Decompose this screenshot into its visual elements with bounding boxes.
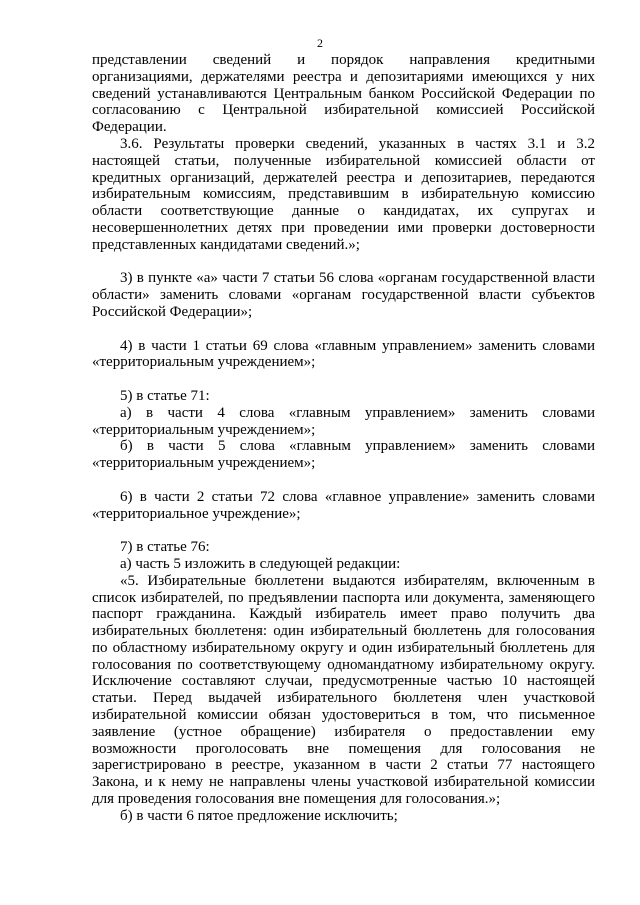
text-line: 6) в части 2 статьи 72 слова «главное управление» заменить словами: [120, 488, 595, 505]
paragraph-spacer: [92, 371, 595, 388]
text-line: представленных кандидатами сведений.»;: [92, 236, 360, 253]
text-line: 3.6. Результаты проверки сведений, указанных в частях 3.1 и 3.2: [120, 135, 595, 152]
text-line: а) часть 5 изложить в следующей редакции:: [120, 555, 401, 572]
text-line: сведений устанавливаются Центральным банком Российской Федерации по: [92, 85, 595, 102]
text-line: «территориальным учреждением»;: [92, 455, 316, 472]
paragraph-spacer: [92, 472, 595, 489]
text-line: избирательных бюллетеня: один избирательный бюллетень для голосования: [92, 623, 595, 640]
text-line: 7) в статье 76:: [120, 539, 210, 556]
paragraph-spacer: [92, 522, 595, 539]
text-line: возможности проголосовать вне помещения для голосования не: [92, 740, 595, 757]
text-line: области соответствующие данные о кандидатах, их супругах и: [92, 203, 595, 220]
text-line: области» заменить словами «органам государственной власти субъектов: [92, 287, 595, 304]
text-line: согласованию с Центральной избирательной комиссией Российской: [92, 102, 595, 119]
text-line: «5. Избирательные бюллетени выдаются избирателям, включенным в: [120, 572, 595, 589]
text-line: заявление (устное обращение) избирателя о предоставлении ему: [92, 723, 595, 740]
text-line: «территориальным учреждением»;: [92, 421, 316, 438]
text-line: настоящей статьи, полученные избирательной комиссией области от: [92, 152, 595, 169]
text-line: избирательным комиссиям, представившим в избирательную комиссию: [92, 186, 595, 203]
text-line: список избирателей, по предъявлении паспорта или документа, заменяющего: [92, 589, 595, 606]
text-line: Федерации.: [92, 119, 167, 136]
paragraph-spacer: [92, 254, 595, 271]
text-line: а) в части 4 слова «главным управлением» заменить словами: [120, 404, 595, 421]
text-line: «территориальное учреждение»;: [92, 505, 301, 522]
text-line: кредитных организаций, держателей реестра и депозитариев, передаются: [92, 169, 595, 186]
text-line: Закона, и к нему не направлены члены участковой избирательной комиссии: [92, 774, 595, 791]
text-line: голосования по соответствующему одномандатному избирательному округу.: [92, 656, 595, 673]
text-line: для проведения голосования вне помещения для голосования.»;: [92, 791, 501, 808]
text-line: 5) в статье 71:: [120, 387, 210, 404]
text-line: представлении сведений и порядок направления кредитными: [92, 52, 595, 68]
text-line: Исключение составляют случаи, предусмотренные частью 10 настоящей: [92, 673, 595, 690]
text-line: избирательной комиссии обязан удостовериться в том, что письменное: [92, 707, 595, 724]
document-body: [92, 52, 595, 825]
page-number: 2: [317, 36, 323, 50]
text-line: зарегистрировано в реестре, указанном в части 2 статьи 77 настоящего: [92, 757, 595, 774]
text-line: «территориальным учреждением»;: [92, 354, 316, 371]
text-line: Российской Федерации»;: [92, 303, 253, 320]
text-line: статьи. Перед выдачей избирательного бюллетеня член участковой: [92, 690, 595, 707]
text-line: несовершеннолетних детях при проведении ими проверки достоверности: [92, 219, 595, 236]
text-line: 3) в пункте «а» части 7 статьи 56 слова «органам государственной власти: [120, 270, 595, 287]
text-line: по областному избирательному округу и один избирательный бюллетень для: [92, 639, 595, 656]
paragraph-spacer: [92, 321, 595, 338]
text-line: паспорт гражданина. Каждый избиратель имеет право получить два: [92, 606, 595, 623]
text-line: организациями, держателями реестра и депозитариями имеющихся у них: [92, 68, 595, 85]
text-line: б) в части 6 пятое предложение исключить;: [120, 807, 398, 824]
text-line: б) в части 5 слова «главным управлением» заменить словами: [120, 438, 595, 455]
text-line: 4) в части 1 статьи 69 слова «главным управлением» заменить словами: [120, 337, 595, 354]
